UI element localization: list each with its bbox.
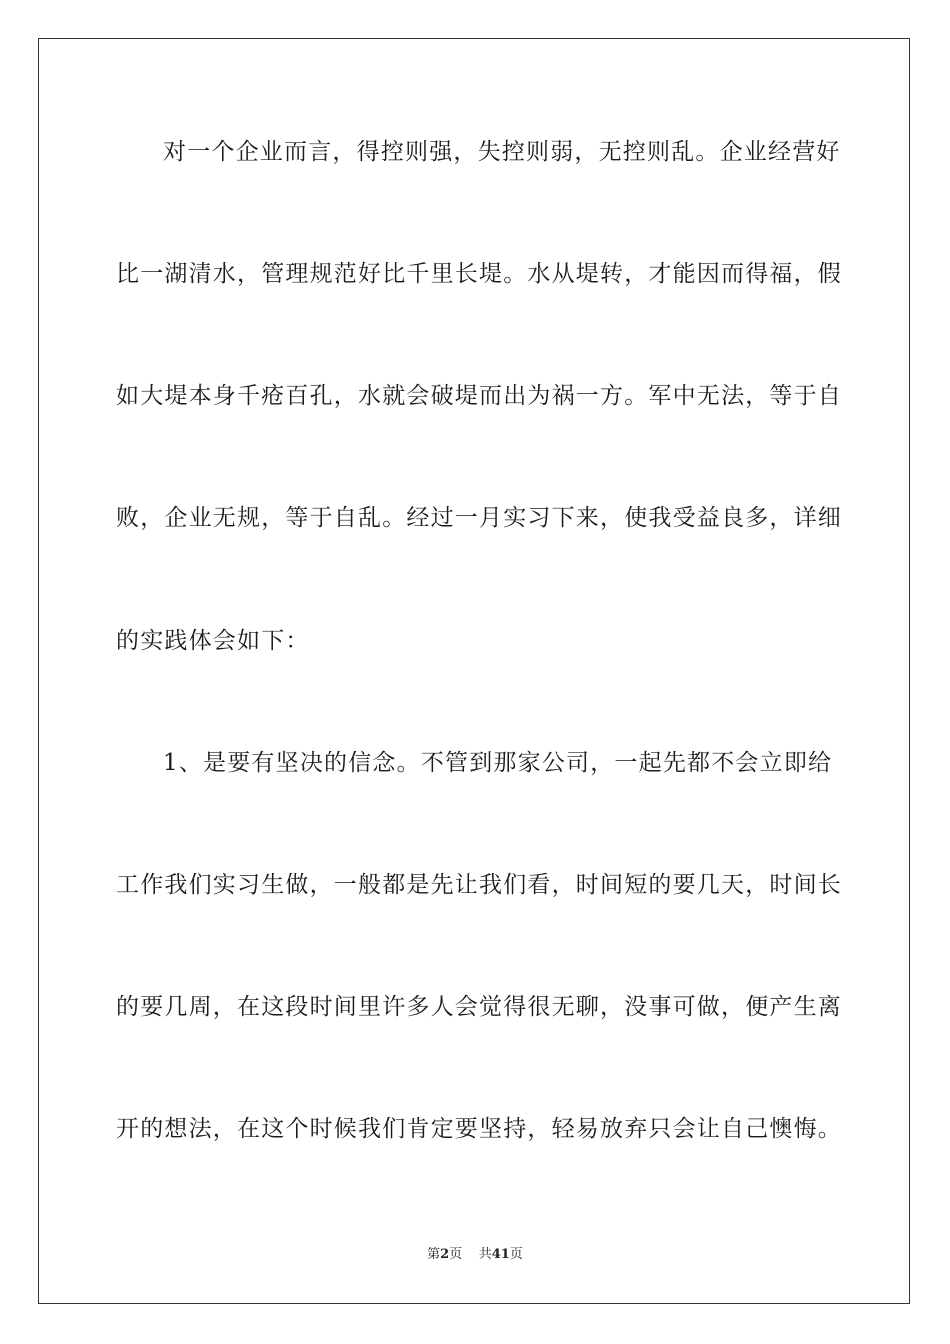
current-page-number: 2	[440, 1247, 450, 1262]
footer-prefix: 第	[427, 1247, 441, 1262]
text-line: 败，企业无规，等于自乱。经过一月实习下来，使我受益良多，详细	[116, 505, 842, 531]
text-line: 的实践体会如下：	[116, 628, 310, 654]
text-line: 工作我们实习生做，一般都是先让我们看，时间短的要几天，时间长	[116, 872, 842, 898]
text-line: 如大堤本身千疮百孔，水就会破堤而出为祸一方。军中无法，等于自	[116, 383, 842, 409]
text-line: 比一湖清水，管理规范好比千里长堤。水从堤转，才能因而得福，假	[116, 261, 842, 287]
text-line: 开的想法，在这个时候我们肯定要坚持，轻易放弃只会让自己懊悔。	[116, 1116, 842, 1142]
text-line: 的要几周，在这段时间里许多人会觉得很无聊，没事可做，便产生离	[116, 994, 842, 1020]
footer-middle: 页 共	[449, 1247, 492, 1262]
total-pages-number: 41	[491, 1247, 510, 1262]
text-line: 对一个企业而言，得控则强，失控则弱，无控则乱。企业经营好	[163, 139, 841, 165]
text-line: 1、是要有坚决的信念。不管到那家公司，一起先都不会立即给	[163, 750, 833, 776]
footer-suffix: 页	[509, 1247, 523, 1262]
page-footer	[0, 1246, 950, 1264]
